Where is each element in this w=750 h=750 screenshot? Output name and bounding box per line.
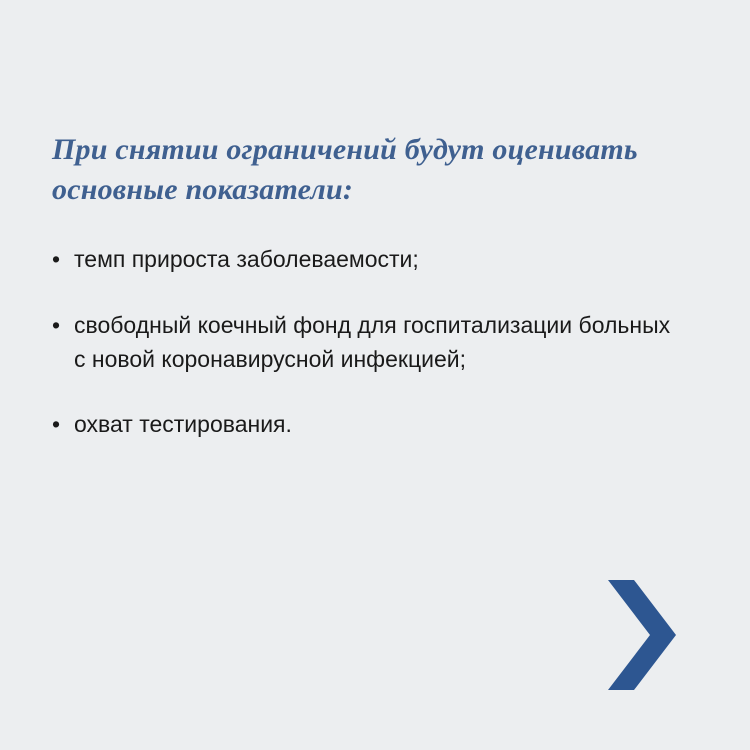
list-item-text: охват тестирования.: [74, 411, 292, 438]
next-slide-button[interactable]: [606, 580, 678, 690]
bullet-list: [52, 243, 672, 442]
list-item: [52, 243, 672, 277]
bullet-marker-icon: •: [52, 311, 61, 338]
list-item-text: темп прироста заболеваемости;: [74, 246, 419, 272]
slide-heading: При снятии ограничений будут оценивать основные показатели:: [52, 133, 638, 206]
list-item: [52, 408, 672, 442]
list-item: [52, 309, 672, 377]
bullet-marker-icon: •: [52, 246, 61, 272]
list-item-text: свободный коечный фонд для госпитализации больных с новой коронавирусной инфекцией;: [74, 311, 671, 372]
chevron-right-icon: [606, 580, 678, 690]
bullet-marker-icon: •: [52, 411, 61, 438]
